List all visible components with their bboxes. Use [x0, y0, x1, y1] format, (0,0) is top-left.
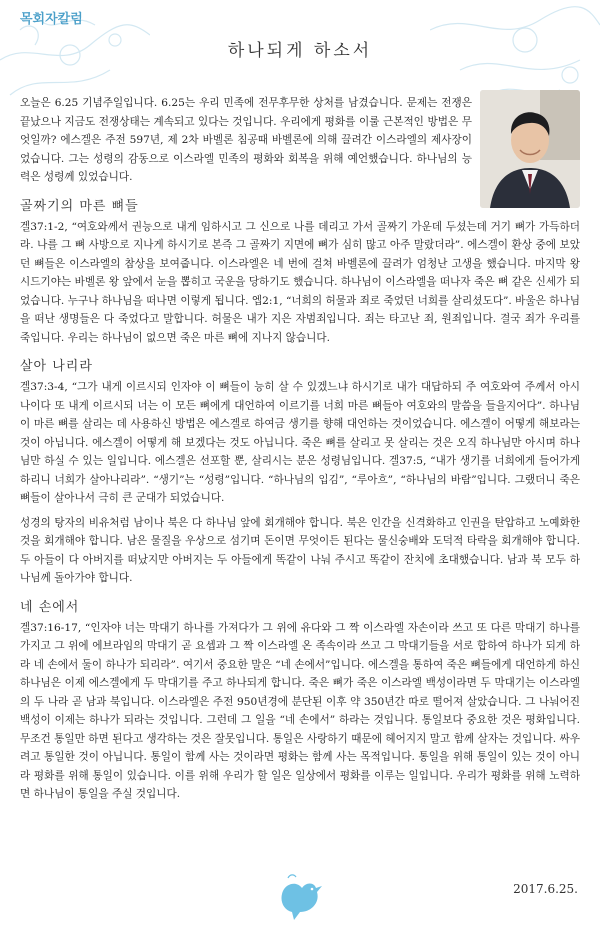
section-paragraph: 성경의 탕자의 비유처럼 남이나 북은 다 하나님 앞에 회개해야 합니다. 북은 인간을 신격화하고 인권을 탄압하고 노예화한 것을 회개해야 합니다. 남은 물질을 우상으로 섬기며 돈이면 무엇이든 된다는 물신숭배와 도덕적 타락을 회개해야 합니다. 두 아들이 다 아버지를 떠났지만 아버지는 두 아들에게 똑같이 나눠 주시고 똑같이 잔치에 초대했습니다. 남과 북 모두 하나님께 돌아가야 합니다. — [20, 516, 580, 584]
section-paragraph: 겔37:3-4, “그가 내게 이르시되 인자야 이 뼈들이 능히 살 수 있겠느냐 하시기로 내가 대답하되 주 여호와여 주께서 아시나이다 또 내게 이르시되 너는 이 모든 뼈에게 대언하여 이르기를 너희 마른 뼈들아 여호와의 말씀을 들을지어다”. 하나님이 마른 뼈를 살리는 데 사용하신 방법은 에스겔로 하여금 생기를 향해 대언하는 것이었습니다. 에스겔이 어떻게 해보라는 것이 아닙니다. 에스겔이 어떻게 해 보겠다는 것도 아닙니다. 죽은 뼈를 살리고 못 살리는 것은 오직 하나님만 아시며 하나님만 하실 수 있는 일입니다. 에스겔은 선포할 뿐, 살리시는 분은 성령님입니다. 겔37:5, “내가 생기를 너희에게 들어가게 하리니 너희가 살아나리라”. “생기”는 “성령”입니다. “하나님의 입김”, “루아흐”, “하나님의 바람”입니다. 그랬더니 죽은 뼈들이 살아나서 극히 큰 군대가 되었습니다. — [20, 381, 580, 504]
section-heading-dry-bones: 골짜기의 마른 뼈들 — [20, 198, 139, 214]
section-paragraph: 겔37:16-17, “인자야 너는 막대기 하나를 가져다가 그 위에 유다와 그 짝 이스라엘 자손이라 쓰고 또 다른 막대기 하나를 가지고 그 위에 에브라임의 막대기 곧 요셉과 그 짝 이스라엘 온 족속이라 쓰고 그 막대기들을 서로 합하여 하나가 되게 하라 네 손에서 둘이 하나가 되리라”. 여기서 중요한 말은 “네 손에서”입니다. 에스겔을 통하여 죽은 뼈들에게 대언하게 하신 하나님은 이제 에스겔에게 두 막대기를 주고 하나되게 합니다. 죽은 뼈가 죽은 이스라엘 백성이라면 두 막대기는 이스라엘의 두 나라 곧 남과 북입니다. 이스라엘은 주전 950년경에 분단된 이후 약 350년간 따로 떨어져 살았습니다. 그 나눠어진 백성이 이제는 하나가 되라는 것입니다. 그런데 그 일을 “네 손에서” 하라는 것입니다. 통일보다 중요한 것은 평화입니다. 무조건 통일만 하면 된다고 생각하는 것은 잘못입니다. 통일은 사랑하기 때문에 헤어지지 말고 함께 살자는 것입니다. 싸우려고 통일한 것이 아닙니다. 통일이 함께 사는 것이라면 평화는 함께 사는 목적입니다. 통일을 위해 통일이 있는 것이 아니라 평화를 위해 통일이 있습니다. 이를 위해 우리가 할 일은 일상에서 평화를 이루는 일입니다. 우리가 평화를 위해 노력하면 하나님이 통일을 주실 것입니다. — [20, 621, 580, 800]
section-heading-live: 살아 나리라 — [20, 359, 93, 374]
article-body — [20, 94, 580, 810]
column-label: 목회자칼럼 — [20, 12, 83, 27]
section-paragraph: 겔37:1-2, “여호와께서 권능으로 내게 임하시고 그 신으로 나를 데리고 가서 골짜기 가운데 두셨는데 거기 뼈가 가득하더라. 나를 그 뼈 사방으로 지나게 하시기로 본즉 그 골짜기 지면에 뼈가 심히 많고 아주 말랐더라”. 에스겔이 환상 중에 보았던 뼈들은 이스라엘의 참상을 보여줍니다. 이스라엘은 네 번에 걸쳐 바벨론에 끌려가 엄청난 고생을 했습니다. 마지막 왕 시드기야는 바벨론 왕 앞에서 눈을 뽑히고 국운을 당하기도 했습니다. 하나님이 이스라엘을 떠나자 죽은 뼈 같은 신세가 되었습니다. 누구나 하나님을 떠나면 이렇게 됩니다. 엡2:1, “너희의 허물과 죄로 죽었던 너희를 살리셨도다”. 바울은 하나님을 떠난 생명들은 다 죽었다고 말합니다. 허물은 내가 지은 자범죄입니다. 죄는 타고난 죄, 원죄입니다. 결국 죄가 우리를 죽입니다. 우리는 하나님이 없으면 죽은 마른 뼈에 지나지 않습니다. — [20, 220, 580, 344]
bird-icon — [270, 872, 330, 924]
publish-date: 2017.6.25. — [513, 882, 578, 896]
page-title: 하나되게 하소서 — [227, 41, 373, 61]
section-heading-in-your-hand: 네 손에서 — [20, 599, 80, 615]
intro-paragraph: 오늘은 6.25 기념주일입니다. 6.25는 우리 민족에 전무후무한 상처를 남겼습니다. 문제는 전쟁은 끝났으나 지금도 전쟁상태는 계속되고 있다는 것입니다. 우리에게 평화를 이룰 근본적인 방법은 무엇일까? 에스겔은 주전 597년, 제 2차 바벨론 침공때 바벨론에 의해 끌려간 이스라엘의 제사장이었습니다. 그는 성령의 감동으로 이스라엘 민족의 평화와 회복을 위해 예언했습니다. 하나님의 능력은 성령께 있었습니다. — [20, 97, 472, 183]
